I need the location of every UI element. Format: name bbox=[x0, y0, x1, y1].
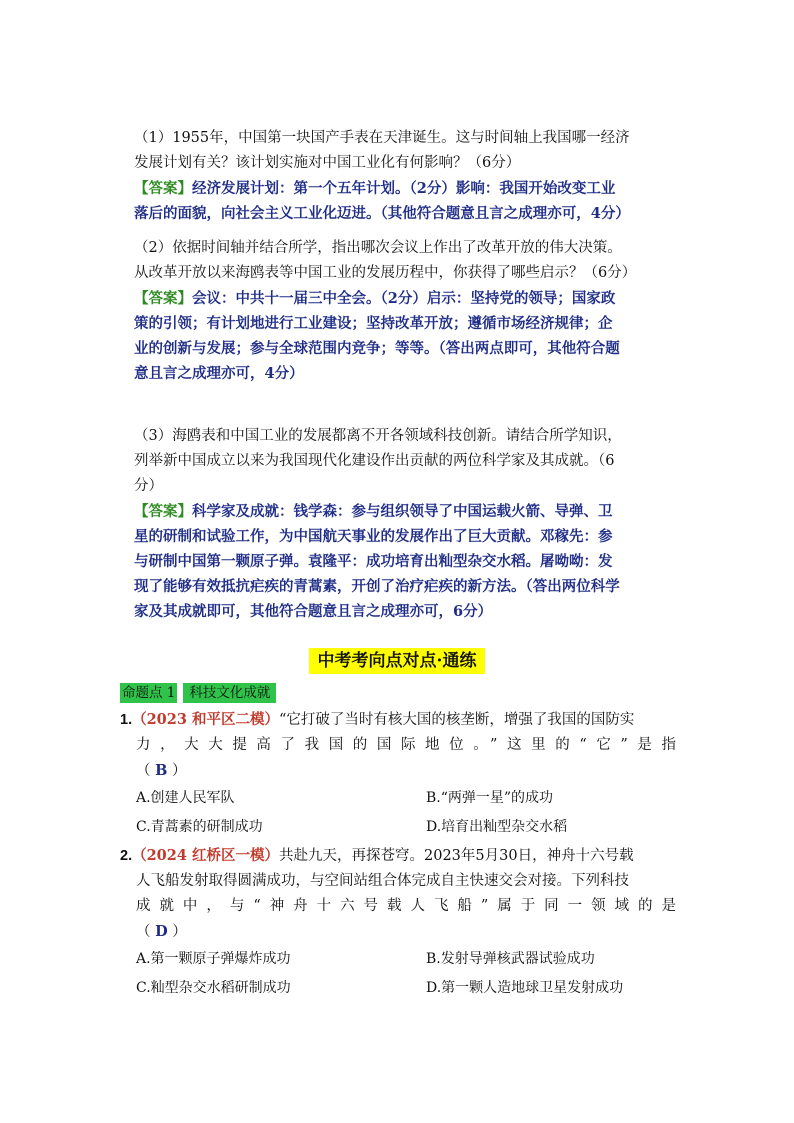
bracket-close: ） bbox=[167, 763, 187, 779]
topic-name: 科技文化成就 bbox=[183, 683, 276, 703]
option-d: D.培育出籼型杂交水稻 bbox=[426, 819, 568, 835]
question-3-answer-line-5: 家及其成就即可，其他符合题意且言之成理亦可，6分） bbox=[134, 603, 493, 620]
item-2-options bbox=[120, 945, 676, 1003]
option-a: A.第一颗原子弹爆炸成功 bbox=[136, 951, 291, 967]
bracket-close: ） bbox=[167, 924, 187, 940]
item-number: 1. bbox=[120, 712, 133, 728]
item-2-answer: D bbox=[155, 923, 168, 940]
option-a: A.创建人民军队 bbox=[136, 790, 235, 806]
item-1-stem-line-1 bbox=[120, 707, 676, 733]
item-2-stem-line-2: 人飞船发射取得圆满成功，与空间站组合体完成自主快速交会对接。下列科技 bbox=[136, 873, 629, 889]
question-3-answer-line-1 bbox=[134, 499, 674, 524]
question-3-text-line-1: （3）海鸥表和中国工业的发展都离不开各领域科技创新。请结合所学知识， bbox=[134, 428, 622, 444]
question-2-answer-line-1 bbox=[134, 286, 674, 311]
exercise-item-2 bbox=[120, 843, 676, 1003]
question-1-answer-line-2: 落后的面貌，向社会主义工业化迈进。（其他符合题意且言之成理亦可，4分） bbox=[134, 205, 630, 222]
question-3-answer-line-4: 现了能够有效抵抗疟疾的青蒿素，开创了治疗疟疾的新方法。（答出两位科学 bbox=[134, 578, 620, 595]
answer-text: 会议：中共十一届三中全会。（2分）启示：坚持党的领导；国家政 bbox=[192, 290, 616, 307]
question-2-text-line-2: 从改革开放以来海鸥表等中国工业的发展历程中，你获得了哪些启示？（6分） bbox=[134, 265, 637, 281]
item-2-stem-line-1 bbox=[120, 843, 676, 869]
item-stem-text: “它打破了当时有核大国的核垄断，增强了我国的国防实 bbox=[279, 712, 635, 728]
answer-text: 经济发展计划：第一个五年计划。（2分）影响：我国开始改变工业 bbox=[192, 180, 616, 197]
question-2-answer-line-4: 意且言之成理亦可，4分） bbox=[134, 365, 304, 382]
option-c: C.籼型杂交水稻研制成功 bbox=[136, 980, 291, 996]
answer-tag: 【答案】 bbox=[134, 503, 192, 520]
item-1-stem-line-2: 力，大大提高了我国的国际地位。”这里的“它”是指 bbox=[136, 737, 676, 753]
item-2-answer-bracket bbox=[120, 919, 676, 945]
question-2-answer-line-3: 业的创新与发展；参与全球范围内竞争；等等。（答出两点即可，其他符合题 bbox=[134, 340, 620, 357]
question-1-block bbox=[134, 126, 674, 226]
option-b: B.发射导弹核武器试验成功 bbox=[426, 951, 595, 967]
answer-tag: 【答案】 bbox=[134, 290, 192, 307]
question-1-text-line-1: （1）1955年，中国第一块国产手表在天津诞生。这与时间轴上我国哪一经济 bbox=[134, 130, 630, 146]
item-number: 2. bbox=[120, 848, 133, 864]
answer-tag: 【答案】 bbox=[134, 180, 192, 197]
item-1-options bbox=[120, 784, 676, 842]
question-1-text-line-2: 发展计划有关？该计划实施对中国工业化有何影响？（6分） bbox=[134, 155, 521, 171]
question-3-text-line-2: 列举新中国成立以来为我国现代化建设作出贡献的两位科学家及其成就。（6 bbox=[134, 453, 615, 469]
item-1-answer: B bbox=[155, 762, 168, 779]
item-source: （2023 和平区二模） bbox=[132, 711, 279, 728]
question-3-answer-line-3: 与研制中国第一颗原子弹。袁隆平：成功培育出籼型杂交水稻。屠呦呦：发 bbox=[134, 553, 613, 570]
answer-text: 科学家及成就：钱学森：参与组织领导了中国运载火箭、导弹、卫 bbox=[192, 503, 613, 520]
item-stem-text: 共赴九天，再探苍穹。2023年5月30日，神舟十六号载 bbox=[279, 848, 634, 864]
question-3-block bbox=[134, 424, 674, 624]
question-2-text-line-1: （2）依据时间轴并结合所学，指出哪次会议上作出了改革开放的伟大决策。 bbox=[134, 240, 622, 256]
option-c: C.青蒿素的研制成功 bbox=[136, 819, 263, 835]
item-1-answer-bracket bbox=[120, 758, 676, 784]
section-title: 中考考向点对点·通练 bbox=[309, 648, 485, 674]
option-b: B.“两弹一星”的成功 bbox=[426, 790, 554, 806]
topic-label bbox=[120, 683, 276, 703]
question-2-answer-line-2: 策的引领；有计划地进行工业建设；坚持改革开放；遵循市场经济规律；企 bbox=[134, 315, 613, 332]
topic-number: 命题点 1 bbox=[122, 685, 176, 701]
question-3-text-line-3: 分） bbox=[134, 478, 163, 494]
option-d: D.第一颗人造地球卫星发射成功 bbox=[426, 980, 624, 996]
bracket-open: （ bbox=[136, 763, 156, 779]
exercise-item-1 bbox=[120, 707, 676, 842]
bracket-open: （ bbox=[136, 924, 156, 940]
item-2-stem-line-3: 成就中，与“神舟十六号载人飞船”属于同一领域的是 bbox=[136, 898, 676, 914]
question-3-answer-line-2: 星的研制和试验工作，为中国航天事业的发展作出了巨大贡献。邓稼先：参 bbox=[134, 528, 613, 545]
question-1-answer-line-1 bbox=[134, 176, 674, 201]
item-source: （2024 红桥区一模） bbox=[132, 847, 279, 864]
question-2-block bbox=[134, 236, 674, 386]
